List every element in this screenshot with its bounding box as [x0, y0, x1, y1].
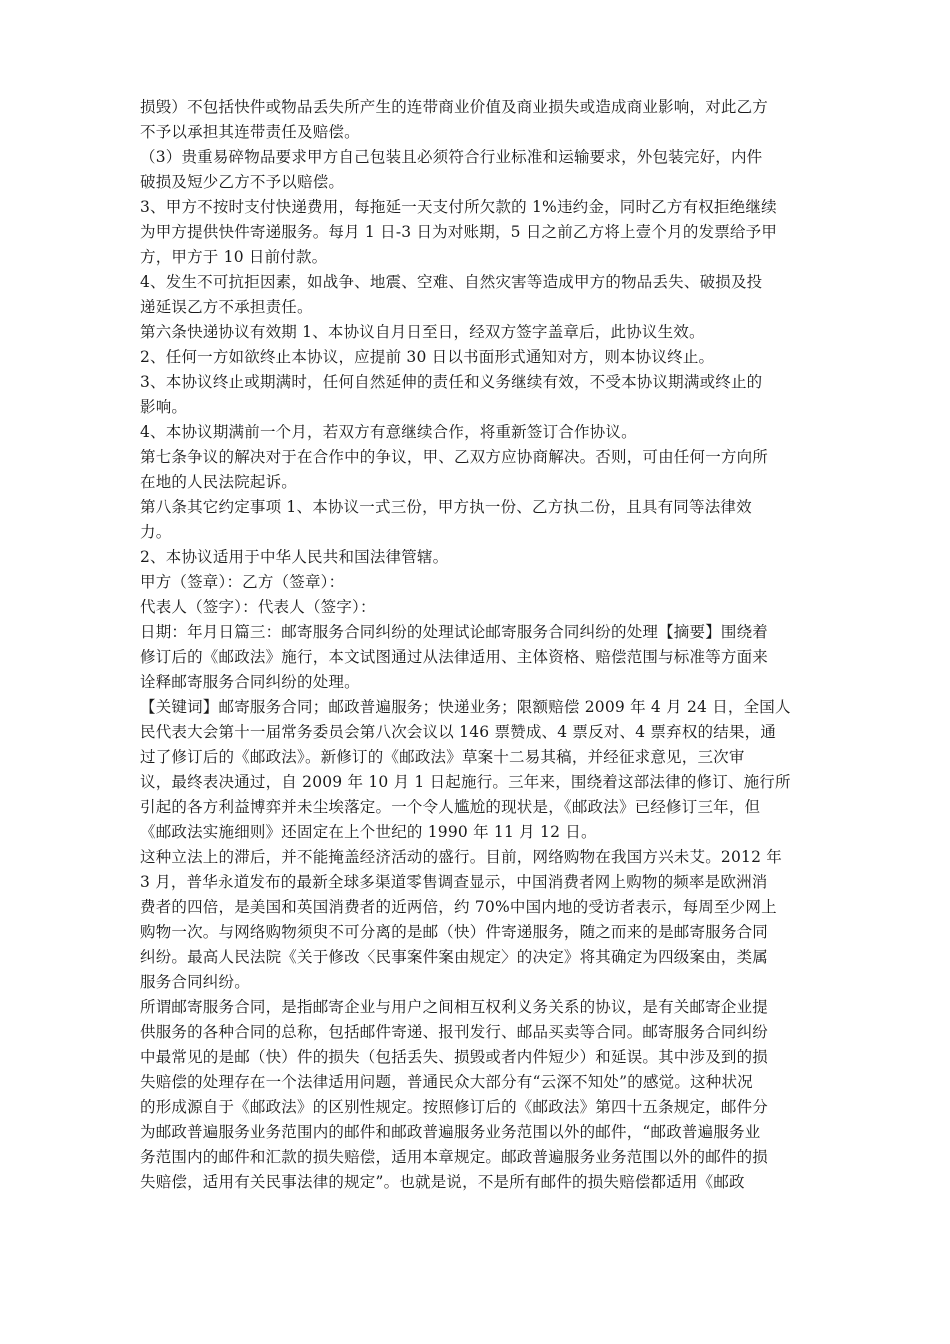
text-line: 3 月，普华永道发布的最新全球多渠道零售调查显示，中国消费者网上购物的频率是欧洲消 [140, 873, 768, 891]
text-line: 务范围内的邮件和汇款的损失赔偿，适用本章规定。邮政普遍服务业务范围以外的邮件的损 [140, 1148, 769, 1166]
text-line: 失赔偿的处理存在一个法律适用问题，普通民众大部分有“云深不知处”的感觉。这种状况 [140, 1073, 753, 1091]
text-line: 费者的四倍，是美国和英国消费者的近两倍，约 70%中国内地的受访者表示，每周至少网上 [140, 898, 777, 916]
text-line: 【关键词】邮寄服务合同；邮政普遍服务；快递业务；限额赔偿 2009 年 4 月 24 日，全国人 [140, 698, 791, 716]
text-line: 破损及短少乙方不予以赔偿。 [140, 173, 345, 191]
text-line: 过了修订后的《邮政法》。新修订的《邮政法》草案十二易其稿，并经征求意见，三次审 [140, 748, 745, 766]
text-line: 影响。 [140, 398, 188, 416]
text-line: 购物一次。与网络购物须臾不可分离的是邮（快）件寄递服务，随之而来的是邮寄服务合同 [140, 923, 769, 941]
text-line: 2、本协议适用于中华人民共和国法律管辖。 [140, 548, 449, 566]
text-line: 4、发生不可抗拒因素，如战争、地震、空难、自然灾害等造成甲方的物品丢失、破损及投 [140, 273, 763, 291]
text-line: 方，甲方于 10 日前付款。 [140, 248, 328, 266]
text-line: 《邮政法实施细则》还固定在上个世纪的 1990 年 11 月 12 日。 [140, 823, 597, 841]
text-line: 3、本协议终止或期满时，任何自然延伸的责任和义务继续有效，不受本协议期满或终止的 [140, 373, 763, 391]
document-body-text [140, 95, 830, 1195]
text-line: 供服务的各种合同的总称，包括邮件寄递、报刊发行、邮品买卖等合同。邮寄服务合同纠纷 [140, 1023, 769, 1041]
text-line: 所谓邮寄服务合同，是指邮寄企业与用户之间相互权利义务关系的协议，是有关邮寄企业提 [140, 998, 769, 1016]
text-line: （3）贵重易碎物品要求甲方自己包装且必须符合行业标准和运输要求，外包装完好，内件 [140, 148, 763, 166]
text-line: 甲方（签章）：乙方（签章）： [140, 573, 345, 591]
text-line: 损毁）不包括快件或物品丢失所产生的连带商业价值及商业损失或造成商业影响，对此乙方 [140, 98, 769, 116]
text-line: 引起的各方利益博弈并未尘埃落定。一个令人尴尬的现状是，《邮政法》已经修订三年，但 [140, 798, 761, 816]
text-line: 第七条争议的解决对于在合作中的争议，甲、乙双方应协商解决。否则，可由任何一方向所 [140, 448, 769, 466]
text-line: 力。 [140, 523, 172, 541]
text-line: 在地的人民法院起诉。 [140, 473, 298, 491]
text-line: 第八条其它约定事项 1、本协议一式三份，甲方执一份、乙方执二份，且具有同等法律效 [140, 498, 752, 516]
text-line: 不予以承担其连带责任及赔偿。 [140, 123, 360, 141]
text-line: 递延误乙方不承担责任。 [140, 298, 313, 316]
text-line: 诠释邮寄服务合同纠纷的处理。 [140, 673, 360, 691]
text-line: 第六条快递协议有效期 1、本协议自月日至日，经双方签字盖章后，此协议生效。 [140, 323, 705, 341]
text-line: 的形成源自于《邮政法》的区别性规定。按照修订后的《邮政法》第四十五条规定，邮件分 [140, 1098, 769, 1116]
text-line: 为邮政普遍服务业务范围内的邮件和邮政普遍服务业务范围以外的邮件，“邮政普遍服务业 [140, 1123, 761, 1141]
text-line: 日期：年月日篇三：邮寄服务合同纠纷的处理试论邮寄服务合同纠纷的处理【摘要】围绕着 [140, 623, 769, 641]
text-line: 这种立法上的滞后，并不能掩盖经济活动的盛行。目前，网络购物在我国方兴未艾。2012 年 [140, 848, 782, 866]
text-line: 3、甲方不按时支付快递费用，每拖延一天支付所欠款的 1%违约金，同时乙方有权拒绝继续 [140, 198, 777, 216]
text-line: 民代表大会第十一届常务委员会第八次会议以 146 票赞成、4 票反对、4 票弃权的结果，通 [140, 723, 777, 741]
text-line: 议，最终表决通过，自 2009 年 10 月 1 日起施行。三年来，围绕着这部法律的修订、施行所 [140, 773, 791, 791]
text-line: 失赔偿，适用有关民事法律的规定”。也就是说，不是所有邮件的损失赔偿都适用《邮政 [140, 1173, 745, 1191]
text-line: 中最常见的是邮（快）件的损失（包括丢失、损毁或者内件短少）和延误。其中涉及到的损 [140, 1048, 769, 1066]
text-line: 纠纷。最高人民法院《关于修改〈民事案件案由规定〉的决定》将其确定为四级案由，类属 [140, 948, 769, 966]
text-line: 代表人（签字）：代表人（签字）： [140, 598, 376, 616]
text-line: 为甲方提供快件寄递服务。每月 1 日-3 日为对账期，5 日之前乙方将上壹个月的发票给予甲 [140, 223, 778, 241]
text-line: 4、本协议期满前一个月，若双方有意继续合作，将重新签订合作协议。 [140, 423, 637, 441]
text-line: 服务合同纠纷。 [140, 973, 250, 991]
text-line: 修订后的《邮政法》施行，本文试图通过从法律适用、主体资格、赔偿范围与标准等方面来 [140, 648, 769, 666]
text-line: 2、任何一方如欲终止本协议，应提前 30 日以书面形式通知对方，则本协议终止。 [140, 348, 715, 366]
